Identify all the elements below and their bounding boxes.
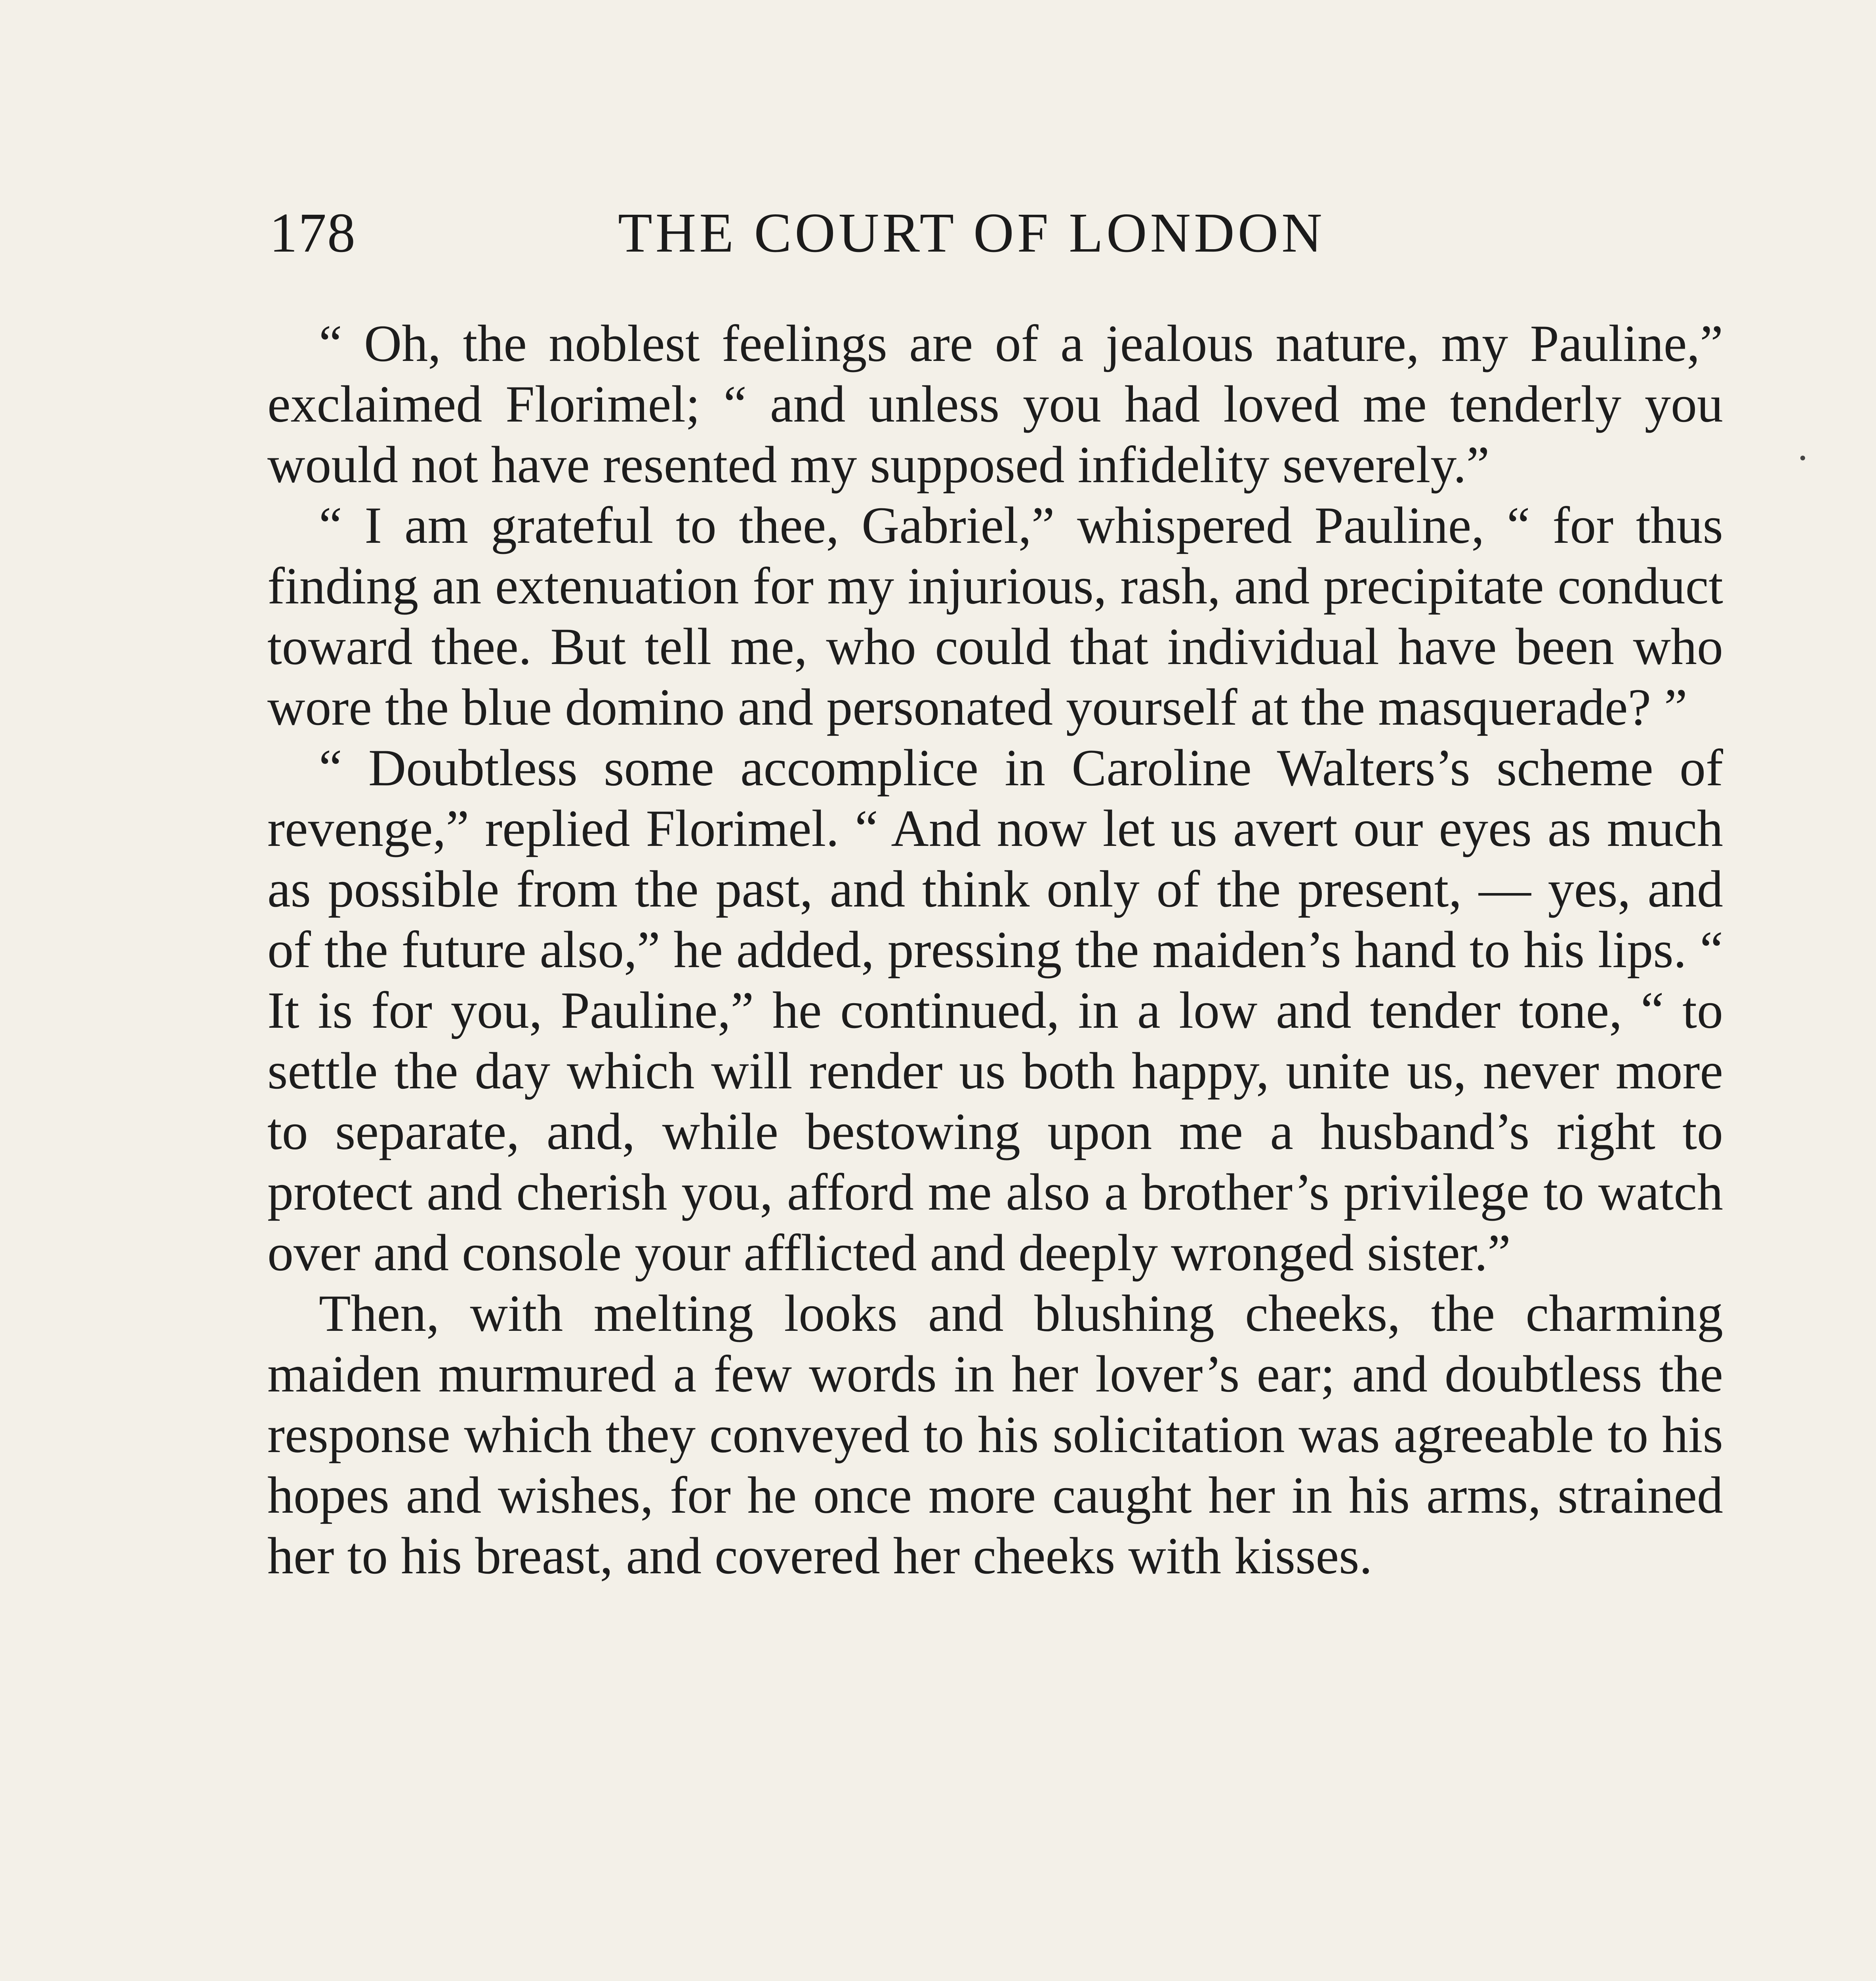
running-title: THE COURT OF LONDON [618, 201, 1325, 264]
body-text [267, 313, 1723, 1586]
paragraph: “ Oh, the noblest feelings are of a jealous nature, my Pauline,” exclaimed Florimel; “ and unless you had loved me tenderly you would not have resented my supposed infidelity severely.” [267, 314, 1723, 494]
paragraph: “ Doubtless some accomplice in Caroline Walters’s scheme of revenge,” replied Florimel. “ And now let us avert our eyes as much as possible from the past, and think only of the present, — yes, and of the future also,” he added, pressing the maiden’s hand to his lips. “ It is for you, Pauline,” he continued, in a low and tender tone, “ to settle the day which will render us both happy, unite us, never more to separate, and, while bestowing upon me a husband’s right to protect and cherish you, afford me also a brother’s privilege to watch over and console your afflicted and deeply wronged sister.” [267, 739, 1723, 1282]
page-number: 178 [269, 201, 356, 264]
page-header [269, 200, 1727, 279]
paragraph: Then, with melting looks and blushing cheeks, the charming maiden murmured a few words in her lover’s ear; and doubtless the response which they conveyed to his solicitation was agreeable to his hopes and wishes, for he once more caught her in his arms, strained her to his breast, and covered her cheeks with kisses. [267, 1284, 1723, 1585]
ink-speck [1800, 456, 1805, 460]
paragraph: “ I am grateful to thee, Gabriel,” whispered Pauline, “ for thus finding an extenuation for my injurious, rash, and precipitate conduct toward thee. But tell me, who could that individual have been who wore the blue domino and personated yourself at the masquerade? ” [267, 496, 1723, 736]
